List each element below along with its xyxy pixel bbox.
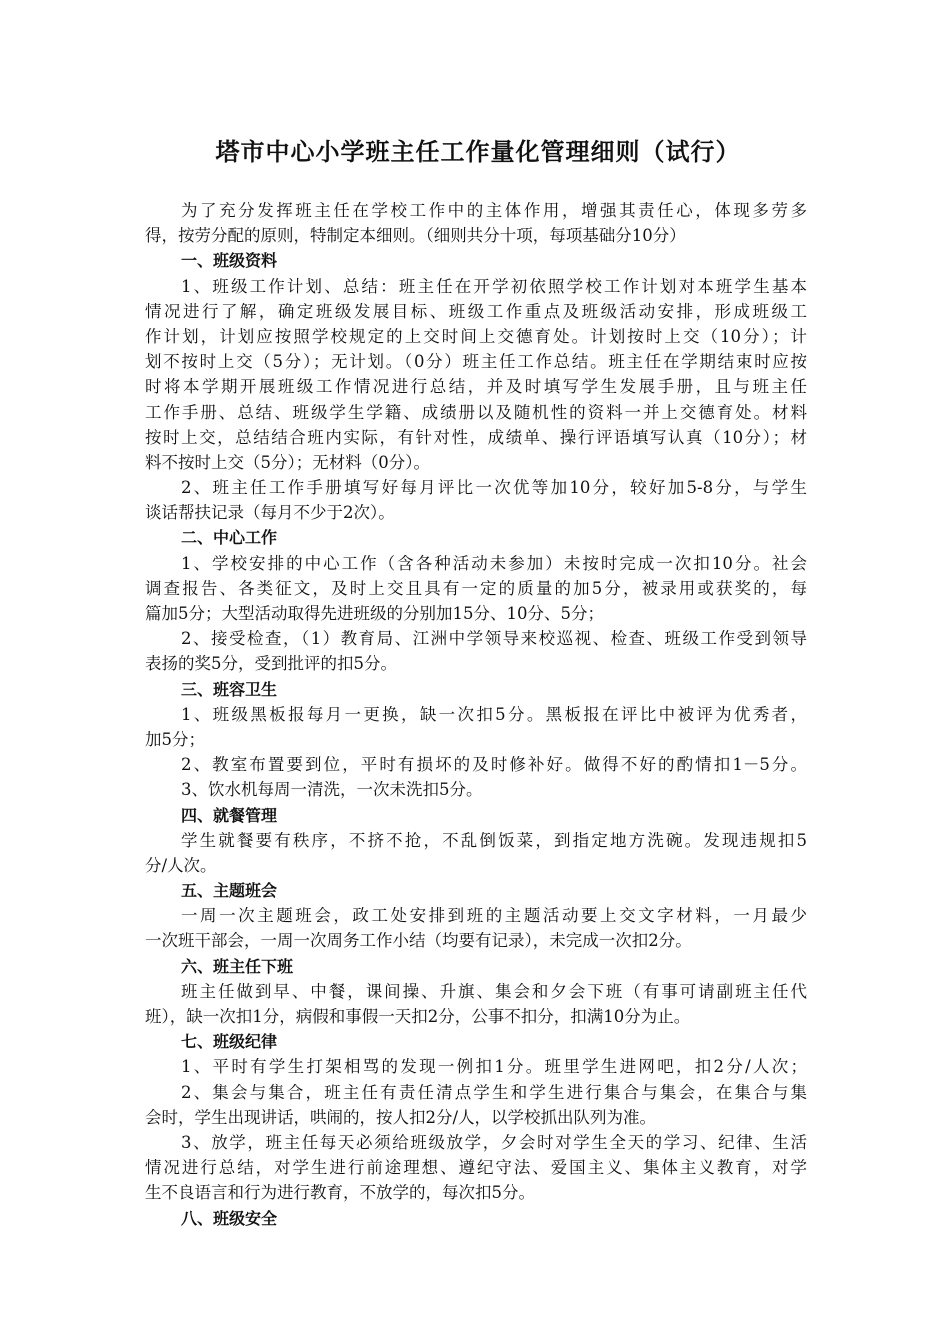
paragraph-line: 情况进行总结，对学生进行前途理想、遵纪守法、爱国主义、集体主义教育，对学 (145, 1158, 807, 1178)
paragraph-line: 篇加5分；大型活动取得先进班级的分别加15分、10分、5分； (145, 604, 604, 623)
paragraph-line: 2、教室布置要到位，平时有损坏的及时修补好。做得不好的酌情扣1－5分。 (181, 755, 807, 775)
paragraph-line: 班），缺一次扣1分，病假和事假一天扣2分，公事不扣分，扣满10分为止。 (145, 1007, 691, 1026)
section-heading: 八、班级安全 (181, 1208, 278, 1228)
paragraph-line: 划不按时上交（5分）；无计划。（0分）班主任工作总结。班主任在学期结束时应按 (145, 352, 807, 372)
section-heading: 一、班级资料 (181, 251, 278, 271)
paragraph-line: 调查报告、各类征文，及时上交且具有一定的质量的加5分，被录用或获奖的，每 (145, 578, 807, 598)
section-heading: 三、班容卫生 (181, 679, 278, 699)
document-body (145, 198, 807, 1231)
paragraph-line: 加5分； (145, 729, 205, 749)
paragraph-line: 1、班级黑板报每月一更换，缺一次扣5分。黑板报在评比中被评为优秀者， (181, 704, 807, 724)
paragraph-line: 工作手册、总结、班级学生学籍、成绩册以及随机性的资料一并上交德育处。材料 (145, 402, 807, 422)
paragraph-line: 料不按时上交（5分）；无材料（0分）。 (145, 452, 430, 472)
paragraph-line: 1、班级工作计划、总结：班主任在开学初依照学校工作计划对本班学生基本 (181, 276, 807, 296)
paragraph-line: 一次班干部会，一周一次周务工作小结（均要有记录），未完成一次扣2分。 (145, 931, 692, 951)
paragraph-line: 2、集会与集合，班主任有责任清点学生和学生进行集合与集会，在集合与集 (181, 1082, 807, 1102)
paragraph-line: 作计划，计划应按照学校规定的上交时间上交德育处。计划按时上交（10分）；计 (145, 326, 807, 346)
paragraph-line: 3、放学，班主任每天必须给班级放学，夕会时对学生全天的学习、纪律、生活 (181, 1132, 807, 1152)
section-heading: 五、主题班会 (181, 881, 278, 901)
paragraph-line: 按时上交，总结结合班内实际，有针对性，成绩单、操行评语填写认真（10分）；材 (145, 427, 807, 447)
intro-line: 为了充分发挥班主任在学校工作中的主体作用，增强其责任心，体现多劳多 (181, 201, 807, 220)
paragraph-line: 3、饮水机每周一清洗，一次未洗扣5分。 (181, 780, 483, 800)
section-heading: 二、中心工作 (181, 528, 278, 548)
section-heading: 六、班主任下班 (181, 956, 294, 976)
paragraph-line: 2、班主任工作手册填写好每月评比一次优等加10分，较好加5-8分，与学生 (181, 478, 807, 498)
paragraph-line: 生不良语言和行为进行教育，不放学的，每次扣5分。 (145, 1183, 535, 1203)
paragraph-line: 分/人次。 (145, 855, 217, 875)
paragraph-line: 一周一次主题班会，政工处安排到班的主题活动要上交文字材料，一月最少 (181, 906, 807, 926)
paragraph-line: 会时，学生出现讲话，哄闹的，按人扣2分/人，以学校抓出队列为准。 (145, 1107, 657, 1127)
section-heading: 四、就餐管理 (181, 805, 278, 825)
paragraph-line: 2、接受检查，（1）教育局、江洲中学领导来校巡视、检查、班级工作受到领导 (181, 629, 807, 649)
paragraph-line: 表扬的奖5分，受到批评的扣5分。 (145, 654, 397, 674)
intro-line: 得，按劳分配的原则，特制定本细则。（细则共分十项，每项基础分10分） (145, 226, 686, 246)
paragraph-line: 1、平时有学生打架相骂的发现一例扣1分。班里学生进网吧，扣2分/人次； (181, 1057, 807, 1077)
paragraph-line: 班主任做到早、中餐，课间操、升旗、集会和夕会下班（有事可请副班主任代 (181, 981, 807, 1001)
section-heading: 七、班级纪律 (181, 1032, 278, 1052)
paragraph-line: 情况进行了解，确定班级发展目标、班级工作重点及班级活动安排，形成班级工 (145, 301, 807, 321)
document-title: 塔市中心小学班主任工作量化管理细则（试行） (215, 138, 741, 166)
paragraph-line: 谈话帮扶记录（每月不少于2次）。 (145, 503, 395, 523)
paragraph-line: 1、学校安排的中心工作（含各种活动未参加）未按时完成一次扣10分。社会 (181, 553, 807, 573)
paragraph-line: 学生就餐要有秩序，不挤不抢，不乱倒饭菜，到指定地方洗碗。发现违规扣5 (181, 830, 807, 850)
paragraph-line: 时将本学期开展班级工作情况进行总结，并及时填写学生发展手册，且与班主任 (145, 377, 807, 397)
